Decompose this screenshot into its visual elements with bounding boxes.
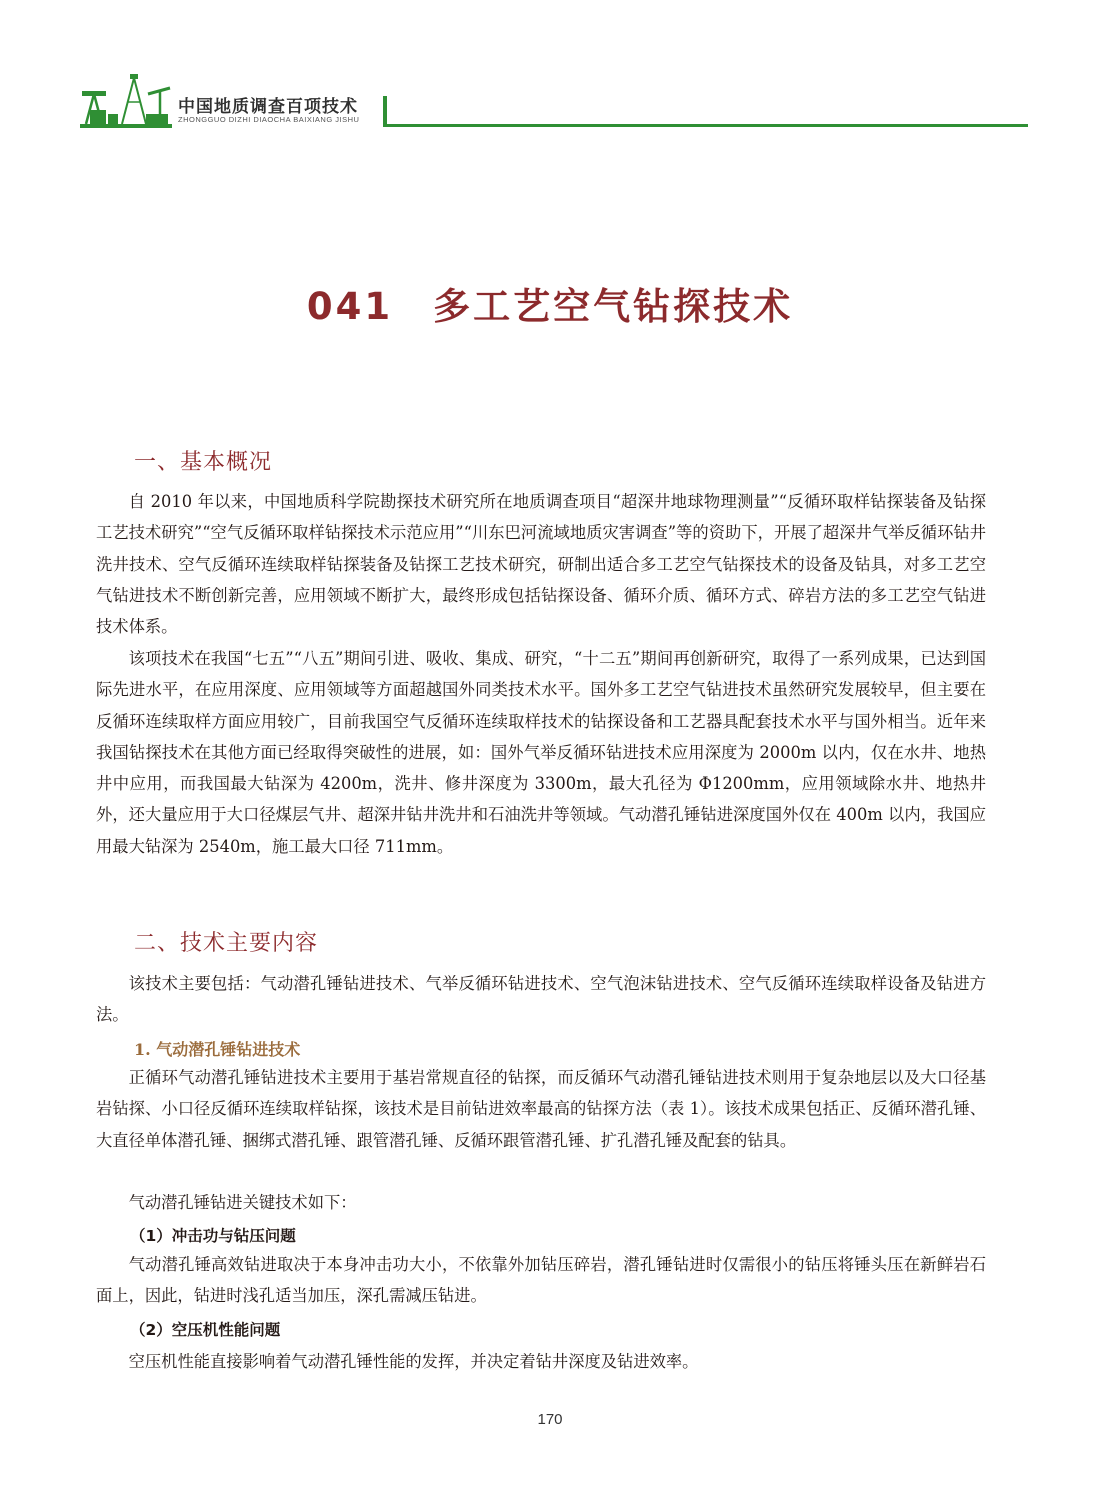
paragraph: 气动潜孔锤高效钻进取决于本身冲击功大小，不依靠外加钻压碎岩，潜孔锤钻进时仅需很小的钻压将锤头压在新鲜岩石面上，因此，钻进时浅孔适当加压，深孔需减压钻进。 — [96, 1255, 986, 1306]
paragraph: 正循环气动潜孔锤钻进技术主要用于基岩常规直径的钻探，而反循环气动潜孔锤钻进技术则用于复杂地层以及大口径基岩钻探、小口径反循环连续取样钻探，该技术是目前钻进效率最高的钻探方法（表 1）。该技术成果包括正、反循环潜孔锤、大直径单体潜孔锤、捆绑式潜孔锤、跟管潜孔锤、反循环跟管潜孔锤、扩孔潜孔锤及配套的钻具。 — [96, 1068, 986, 1150]
article-title: 多工艺空气钻探技术 — [433, 285, 794, 328]
header-rule-horizontal — [383, 124, 1028, 127]
paragraph: 该项技术在我国“七五”“八五”期间引进、吸收、集成、研究，“十二五”期间再创新研究，取得了一系列成果，已达到国际先进水平，在应用深度、应用领域等方面超越国外同类技术水平。国外多工艺空气钻进技术虽然研究发展较早，但主要在反循环连续取样方面应用较广，目前我国空气反循环连续取样技术的钻探设备和工艺器具配套技术水平与国外相当。近年来我国钻探技术在其他方面已经取得突破性的进展，如：国外气举反循环钻进技术应用深度为 2000m 以内，仅在水井、地热井中应用，而我国最大钻深为 4200m，洗井、修井深度为 3300m，最大孔径为 Φ1200mm，应用领域除水井、地热井外，还大量应用于大口径煤层气井、超深井钻井洗井和石油洗井等领域。气动潜孔锤钻进深度国外仅在 400m 以内，我国应用最大钻深为 2540m，施工最大口径 711mm。 — [96, 649, 986, 856]
item-heading-impact-energy: （1）冲击功与钻压问题 — [130, 1227, 296, 1245]
page-title — [0, 276, 1100, 330]
oil-pumpjack-logo-icon — [80, 74, 172, 130]
paragraph: 该技术主要包括：气动潜孔锤钻进技术、气举反循环钻进技术、空气泡沫钻进技术、空气反循环连续取样设备及钻进方法。 — [96, 974, 986, 1025]
section-heading-main-content: 二、技术主要内容 — [134, 931, 319, 956]
section-heading-overview: 一、基本概况 — [134, 450, 273, 475]
header-rule-vertical — [383, 96, 387, 126]
series-title: 中国地质调查百项技术 — [178, 97, 358, 117]
page-number: 170 — [537, 1411, 563, 1428]
paragraph: 自 2010 年以来，中国地质科学院勘探技术研究所在地质调查项目“超深井地球物理测量”“反循环取样钻探装备及钻探工艺技术研究”“空气反循环取样钻探技术示范应用”“川东巴河流域地质灾害调查”等的资助下，开展了超深井气举反循环钻井洗井技术、空气反循环连续取样钻探装备及钻探工艺技术研究，研制出适合多工艺空气钻探技术的设备及钻具，对多工艺空气钻进技术不断创新完善，应用领域不断扩大，最终形成包括钻探设备、循环介质、循环方式、碎岩方法的多工艺空气钻进技术体系。 — [96, 492, 986, 637]
series-subtitle-pinyin: ZHONGGUO DIZHI DIAOCHA BAIXIANG JISHU — [178, 115, 360, 124]
paragraph: 气动潜孔锤钻进关键技术如下： — [128, 1193, 357, 1212]
article-number: 041 — [306, 285, 394, 328]
item-heading-compressor: （2）空压机性能问题 — [130, 1321, 281, 1339]
running-header — [0, 0, 1100, 140]
paragraph: 空压机性能直接影响着气动潜孔锤性能的发挥，并决定着钻井深度及钻进效率。 — [128, 1352, 699, 1371]
subsection-heading-dth-hammer: 1. 气动潜孔锤钻进技术 — [134, 1040, 301, 1059]
